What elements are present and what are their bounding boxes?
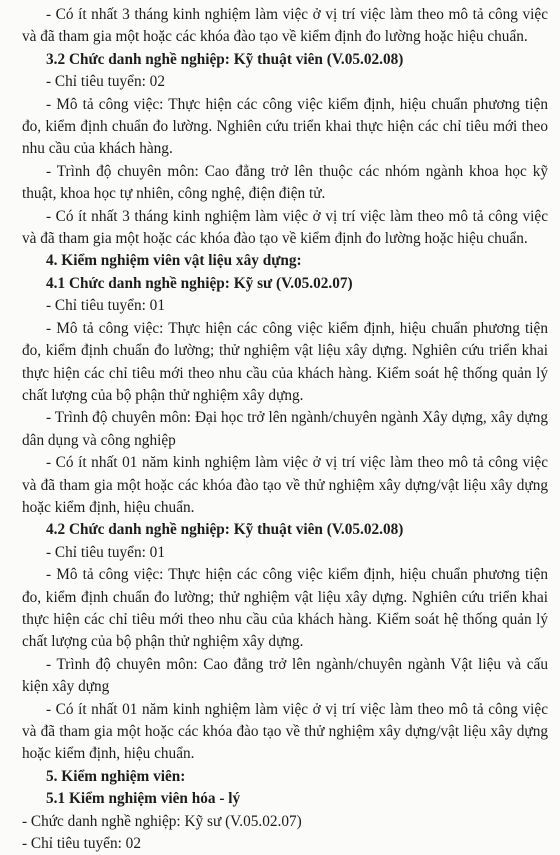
paragraph-experience-4-2: - Có ít nhất 01 năm kinh nghiệm làm việc ở vị trí việc làm theo mô tả công việc và đã tham gia một hoặc các khóa đào tạo về thử nghiệm xây dựng/vật liệu xây dựng hoặc kiểm định, hiệu chuẩn.: [22, 700, 548, 763]
paragraph-experience-3-1: - Có ít nhất 3 tháng kinh nghiệm làm việc ở vị trí việc làm theo mô tả công việc và đã tham gia một hoặc các khóa đào tạo về kiểm định đo lường hoặc hiệu chuẩn.: [22, 6, 548, 46]
paragraph-quota-4-1: - Chỉ tiêu tuyển: 01: [46, 297, 165, 315]
subheading-4-2: 4.2 Chức danh nghề nghiệp: Kỹ thuật viên (V.05.02.08): [46, 521, 404, 539]
subheading-3-2: 3.2 Chức danh nghề nghiệp: Kỹ thuật viên (V.05.02.08): [46, 50, 404, 68]
paragraph-qualification-3-2: - Trình độ chuyên môn: Cao đẳng trở lên thuộc các nhóm ngành khoa học kỹ thuật, khoa học tự nhiên, công nghệ, điện điện tử.: [22, 162, 548, 203]
paragraph-job-description-3-2: - Mô tả công việc: Thực hiện các công việc kiểm định, hiệu chuẩn phương tiện đo, kiểm định chuẩn đo lường. Nghiên cứu triển khai thực hiện các chỉ tiêu mới theo nhu cầu của khách hàng.: [22, 95, 548, 158]
paragraph-title-5-1: - Chức danh nghề nghiệp: Kỹ sư (V.05.02.07): [22, 812, 302, 830]
subheading-5-1: 5.1 Kiểm nghiệm viên hóa - lý: [46, 790, 241, 808]
paragraph-job-description-4-2: - Mô tả công việc: Thực hiện các công việc kiểm định, hiệu chuẩn phương tiện đo, kiểm định chuẩn đo lường; thử nghiệm vật liệu xây dựng. Nghiên cứu triển khai thực hiện các chỉ tiêu mới theo nhu cầu của khách hàng. Kiểm soát hệ thống quản lý chất lượng của bộ phận thử nghiệm xây dựng.: [22, 566, 548, 651]
paragraph-quota-5-1: - Chỉ tiêu tuyển: 02: [22, 835, 141, 853]
paragraph-experience-3-2: - Có ít nhất 3 tháng kinh nghiệm làm việc ở vị trí việc làm theo mô tả công việc và đã tham gia một hoặc các khóa đào tạo về kiểm định đo lường hoặc hiệu chuẩn.: [22, 207, 548, 248]
heading-section-4: 4. Kiểm nghiệm viên vật liệu xây dựng:: [46, 252, 302, 270]
paragraph-qualification-4-1: - Trình độ chuyên môn: Đại học trở lên ngành/chuyên ngành Xây dựng, xây dựng dân dụng và công nghiệp: [22, 409, 548, 449]
paragraph-qualification-4-2: - Trình độ chuyên môn: Cao đẳng trở lên ngành/chuyên ngành Vật liệu và cấu kiện xây dựng: [22, 655, 548, 696]
paragraph-experience-4-1: - Có ít nhất 01 năm kinh nghiệm làm việc ở vị trí việc làm theo mô tả công việc và đã tham gia một hoặc các khóa đào tạo về thử nghiệm xây dựng/vật liệu xây dựng hoặc kiểm định, hiệu chuẩn.: [22, 454, 548, 516]
heading-section-5: 5. Kiểm nghiệm viên:: [46, 767, 186, 785]
paragraph-quota-3-2: - Chỉ tiêu tuyển: 02: [46, 73, 165, 91]
subheading-4-1: 4.1 Chức danh nghề nghiệp: Kỹ sư (V.05.02.07): [46, 274, 353, 292]
paragraph-job-description-4-1: - Mô tả công việc: Thực hiện các công việc kiểm định, hiệu chuẩn phương tiện đo, kiểm định chuẩn đo lường; thử nghiệm vật liệu xây dựng. Nghiên cứu triển khai thực hiện các chỉ tiêu mới theo nhu cầu của khách hàng. Kiểm soát hệ thống quản lý chất lượng của bộ phận thử nghiệm xây dựng.: [22, 319, 548, 404]
paragraph-quota-4-2: - Chỉ tiêu tuyển: 01: [46, 543, 165, 561]
